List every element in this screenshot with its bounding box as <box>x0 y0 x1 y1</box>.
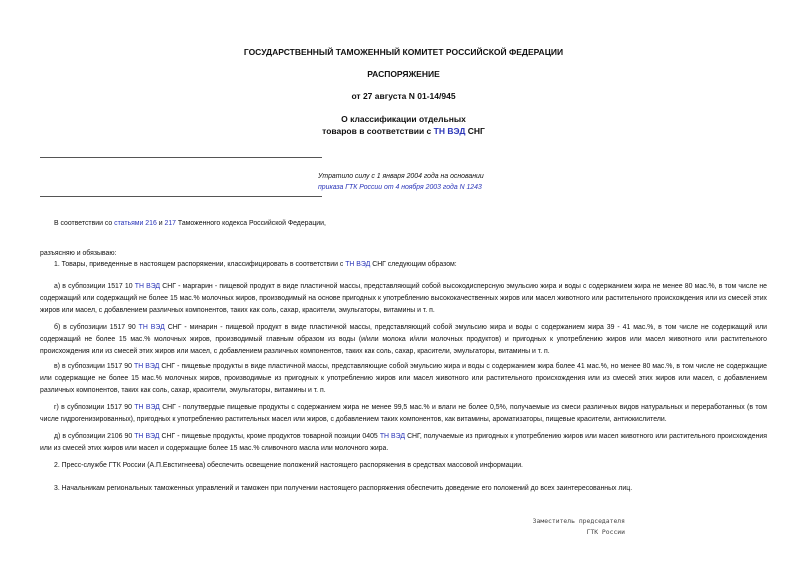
item-1 <box>54 259 781 271</box>
item-text: г) в субпозиции 1517 90 <box>54 404 135 411</box>
item-1a <box>40 281 767 317</box>
status-note <box>318 171 484 193</box>
item-text: СНГ - пищевые продукты в виде пластичной массы, представляющие собой эмульсию жира и воды с содержанием жира более 41 мас.%, но менее 80 мас.%, в том числе не содержащие или содержащие не более 15 мас.% молочных жиров, производимые из пригодных к употреблению жиров или масел животного или растительного происхождения или из смесей этих жиров или масел, с добавлением различных компонентов, таких как соль, сахар, красители, эмульгаторы, витамины и т. п. <box>40 363 768 394</box>
item-text: 1. Товары, приведенные в настоящем распоряжении, классифицировать в соответствии с <box>54 261 346 268</box>
tn-ved-link[interactable]: ТН ВЭД <box>134 433 160 440</box>
item-text: д) в субпозиции 2106 90 <box>54 433 135 440</box>
article-216-link[interactable]: статьями 216 <box>114 220 157 227</box>
item-text: СНГ - полутвердые пищевые продукты с содержанием жира не менее 99,5 мас.% и влаги не более 0,5%, получаемые из смеси различных видов натуральных и переработанных (в том числе гидрогенизированных), пригодных к употреблению растительных масел или жиров, с добавлением таких компонентов, как витамины, ароматизаторы, пищевые красители, антиокислители. <box>40 404 767 423</box>
item-text: СНГ, получаемые из пригодных к употреблению жиров или масел животного или растительного происхождения или из смесей этих жиров или масел и содержащие более 15 мас.% сливочного масла или молочного жира. <box>40 433 768 452</box>
intro-paragraph <box>54 218 781 230</box>
document-date-number: от 27 августа N 01-14/945 <box>351 91 456 101</box>
signature-title: Заместитель председателя <box>532 517 625 525</box>
item-1g <box>40 402 767 426</box>
item-text: СНГ - пищевые продукты, кроме продуктов товарной позиции 0405 <box>161 433 380 440</box>
item-text: б) в субпозиции 1517 90 <box>54 324 139 331</box>
item-text: в) в субпозиции 1517 90 <box>54 363 134 370</box>
item-1d <box>40 431 767 455</box>
item-text: СНГ - минарин - пищевой продукт в виде пластичной массы, представляющий собой эмульсию жира и воды с содержанием жира 39 - 41 мас.%, в том числе не содержащий или содержащий не более 15 мас.% молочных жиров, производимый главным образом из воды (и/или молока и/или молочных продуктов) и пригодных к употреблению жиров или масел животного или растительного происхождения или из смесей этих жиров или масел, с добавлением различных компонентов, таких как соль, сахар, красители, эмульгаторы, витамины и т. п. <box>40 324 767 355</box>
tn-ved-link[interactable]: ТН ВЭД <box>134 404 160 411</box>
tn-ved-link[interactable]: ТН ВЭД <box>345 261 371 268</box>
article-217-link[interactable]: 217 <box>164 220 176 227</box>
title-text: товаров в соответствии с <box>322 126 434 136</box>
explain-line: разъясняю и обязываю: <box>40 250 117 257</box>
organization-heading: ГОСУДАРСТВЕННЫЙ ТАМОЖЕННЫЙ КОМИТЕТ РОССИЙСКОЙ ФЕДЕРАЦИИ <box>243 47 564 57</box>
signature-block <box>500 516 625 538</box>
tn-ved-link[interactable]: ТН ВЭД <box>379 433 406 440</box>
item-text: СНГ - маргарин - пищевой продукт в виде пластичной массы, представляющий собой высокодисперсную эмульсию жира и воды с содержанием жира не менее 80 мас.%, в том числе не содержащий или содержащий не более 15 мас.% молочных жиров, производимый на основе пригодных к употреблению высококачественных жиров или масел животного или растительного происхождения или из смесей этих жиров или масел, с добавлением различных компонентов, таких как соль, сахар, красители, эмульгаторы, витамины и т. п. <box>40 283 767 314</box>
item-text: а) в субпозиции 1517 10 <box>54 283 135 290</box>
item-2: 2. Пресс-службе ГТК России (А.П.Евстигнеева) обеспечить освещение положений настоящего распоряжения в средствах массовой информации. <box>54 462 523 469</box>
document-title-line2 <box>0 126 807 137</box>
divider-top <box>40 157 322 158</box>
title-text: СНГ <box>465 126 485 136</box>
divider-bottom <box>40 196 322 197</box>
tn-ved-link[interactable]: ТН ВЭД <box>433 126 466 136</box>
tn-ved-link[interactable]: ТН ВЭД <box>138 324 165 331</box>
document-type: РАСПОРЯЖЕНИЕ <box>367 69 440 79</box>
intro-text: В соответствии со <box>54 220 115 227</box>
tn-ved-link[interactable]: ТН ВЭД <box>134 283 161 290</box>
item-1b <box>40 322 767 358</box>
signature-org: ГТК России <box>586 528 625 536</box>
item-1v <box>40 361 767 397</box>
item-text: СНГ следующим образом: <box>370 261 457 268</box>
tn-ved-link[interactable]: ТН ВЭД <box>134 363 160 370</box>
intro-text: Таможенного кодекса Российской Федерации, <box>176 220 326 227</box>
status-line: Утратило силу с 1 января 2004 года на основании <box>318 173 484 180</box>
repeal-order-link[interactable]: приказа ГТК России от 4 ноября 2003 года N 1243 <box>318 184 482 191</box>
intro-text: и <box>156 220 165 227</box>
item-3: 3. Начальникам региональных таможенных управлений и таможен при получении настоящего распоряжения обеспечить доведение его положений до всех заинтересованных лиц. <box>54 485 633 492</box>
document-title-line1: О классификации отдельных <box>341 114 466 124</box>
